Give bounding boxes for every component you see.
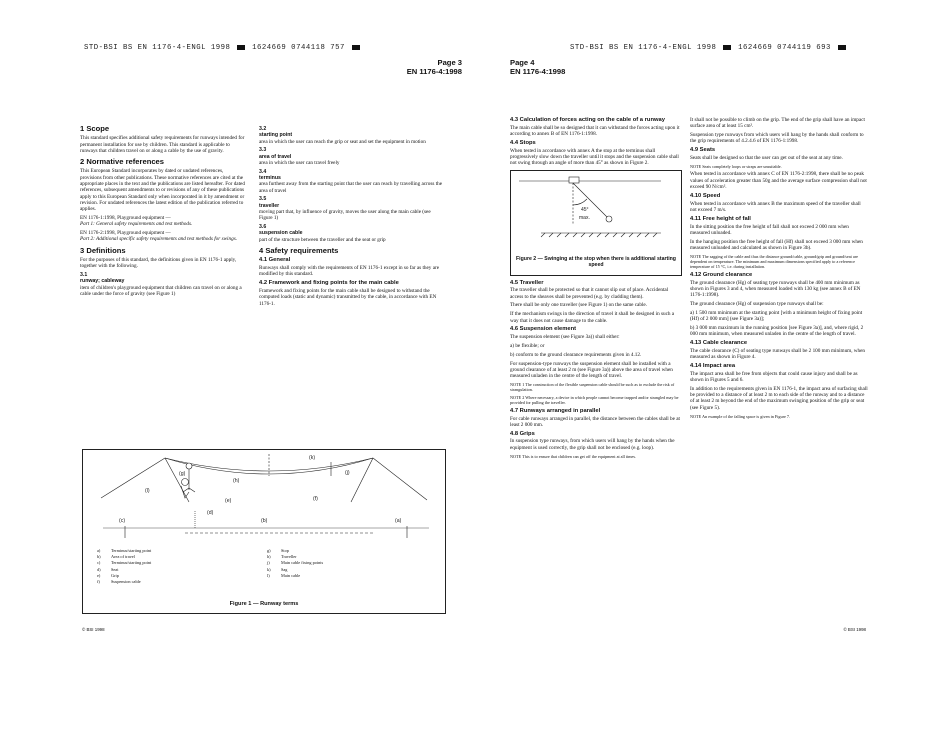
section-title: 4 Safety requirements [259, 246, 339, 256]
section-title: 2 Normative references [80, 157, 164, 167]
legend-value: Seat [111, 566, 119, 572]
paragraph: When tested in accordance with annex B the maximum speed of the traveller shall not exceed 7 m/s. [690, 200, 861, 213]
legend-key: h) [267, 554, 271, 560]
definition-text: area in which the user can reach the grip or seat and set the equipment in motion [259, 138, 426, 145]
list-item: a) be flexible; or [510, 342, 545, 349]
page-number: Page 3 [437, 58, 462, 67]
legend-item [267, 573, 323, 579]
right-frame-post [351, 458, 373, 502]
definition-term: terminus [259, 175, 281, 182]
suspension-cable [573, 183, 607, 217]
subsection-title: 4.6 Suspension element [510, 326, 577, 333]
stamp-bar [352, 45, 360, 50]
definition-text: area in which the user can travel freely [259, 159, 340, 166]
legend-value: Grip [111, 572, 119, 578]
reference-title: Part 1: General safety requirements and test methods. [80, 221, 193, 228]
paragraph: When tested in accordance with annex A the stop at the terminus shall progressively slow down the traveller until it stops and the suspension cable shall not swing through an angle of more than 45° as shown in Figure 2. [510, 147, 679, 167]
seat-icon [606, 216, 612, 222]
list-item: b) 3 000 mm maximum in the running position [see Figure 3a)], and, where rigid, 2 000 mm minimum, when measured unladen in the centre of the length of travel. [690, 324, 864, 338]
document-stamp [84, 44, 362, 52]
subsection-title: 4.10 Speed [690, 192, 721, 199]
page-header [510, 58, 565, 76]
left-frame-post [101, 458, 165, 498]
diagram-label: (g) [179, 471, 186, 477]
legend-key: e) [97, 572, 101, 578]
paragraph: Framework and fixing points for the main cable shall be designed to withstand the computed loads (static and dynamic) transmitted by the cable, in accordance with EN 1176-1. [259, 288, 437, 307]
stamp-bar [838, 45, 846, 50]
list-item: b) conform to the ground clearance requirements given in 4.12. [510, 351, 642, 358]
paragraph: Runways shall comply with the requirements of EN 1176-1 except in so far as they are modified by this standard. [259, 265, 440, 278]
diagram-label: (k) [309, 455, 316, 461]
definition-term: suspension cable [259, 230, 303, 237]
note: NOTE This is to ensure that children can get off the equipment at all times. [510, 453, 637, 459]
reference: EN 1176-2:1998, Playground equipment — [80, 230, 171, 237]
paragraph: This European Standard incorporates by dated or undated references, provisions from other publications. These normative references are cited at the appropriate places in the text and the publications are listed hereafter. For dated references, subsequent amendments to or revisions of any of these publications apply to this European Standard only when incorporated in it by amendment or revision. For undated references the latest edition of the publication referred to applies. [80, 168, 245, 213]
legend-value: Area of travel [111, 554, 135, 560]
paragraph: In the sitting position the free height of fall shall not exceed 2 000 mm when measured unloaded. [690, 223, 849, 236]
runway-diagram [83, 450, 445, 542]
note: NOTE 2 Where necessary, a device in which people cannot become trapped and/or strangled may be provided for pulling the traveller. [510, 394, 679, 406]
right-column-2 [690, 117, 868, 421]
note: NOTE An example of the falling space is given in Figure 7. [690, 413, 791, 419]
definition-text: moving part that, by influence of gravity, moves the user along the main cable (see Figure 1) [259, 209, 431, 222]
stamp-code: 1624669 0744118 757 [252, 44, 345, 52]
legend-key: a) [97, 548, 101, 553]
figure-2 [510, 170, 682, 276]
paragraph: The impact area shall be free from objects that could cause injury and shall be as shown in Figures 5 and 6. [690, 370, 858, 384]
definition-number: 3.6 [259, 224, 267, 231]
paragraph: The traveller shall be protected so that it cannot slip out of place. Accidental access to the sheaves shall be prevented (e.g. by cladding them). [510, 287, 669, 300]
copyright: © BSI 1998 [843, 627, 866, 632]
paragraph: In addition to the requirements given in EN 1176-1, the impact area of surfacing shall be provided to a distance of at least 2 m to each side of the runway and to a distance of at least 2 m beyond the end of the maximum swinging position of the grip or seat (see Figure 5). [690, 385, 868, 411]
subsection-title: 4.8 Grips [510, 430, 535, 437]
section-title: 3 Definitions [80, 245, 126, 255]
diagram-label: (j) [345, 470, 350, 476]
subsection-title: 4.9 Seats [690, 147, 716, 154]
right-column-1 [510, 117, 682, 461]
definition-text: area furthest away from the starting point that the user can reach by travelling across the area of travel [259, 181, 443, 194]
angle-arc [573, 199, 587, 205]
figure-1-legend-left [97, 548, 151, 585]
paragraph: For the purposes of this standard, the definitions given in EN 1176-1 apply, together with the following. [80, 257, 237, 270]
note: NOTE Seats completely loops or straps are unsuitable. [690, 163, 782, 169]
left-column-1 [80, 126, 246, 300]
subsection-title: 4.5 Traveller [510, 279, 544, 286]
legend-value: Main cable fixing points [281, 560, 324, 566]
diagram-label: (d) [207, 510, 214, 516]
subsection-title: 4.11 Free height of fall [690, 215, 751, 222]
left-frame-post [165, 458, 189, 502]
definition-term: runway; cableway [80, 278, 125, 285]
document-stamp [570, 44, 848, 52]
legend-value: Terminus/starting point [111, 560, 152, 566]
stamp-bar [237, 45, 245, 50]
figure-1-legend-right [267, 548, 323, 579]
note: NOTE 1 The construction of the flexible suspension cable should be such as to exclude the risk of strangulation. [510, 381, 675, 393]
legend-key: c) [97, 560, 101, 566]
paragraph: The ground clearance (Hg) of suspension type runways shall be: [690, 301, 824, 308]
subsection-title: 4.12 Ground clearance [690, 271, 753, 278]
paragraph: For suspension-type runways the suspension element shall be installed with a ground clearance of at least 2 m (see Figure 3a)) above the area of travel when measured unladen in the centre of the length of travel. [510, 360, 673, 380]
subsection-title: 4.3 Calculation of forces acting on the cable of a runway [510, 117, 665, 123]
legend-value: Main cable [281, 572, 301, 578]
legend-key: b) [97, 554, 101, 560]
legend-key: l) [267, 572, 270, 578]
definition-term: traveller [259, 202, 280, 209]
legend-value: Suspension cable [111, 579, 141, 585]
page-3 [0, 0, 470, 735]
paragraph: In the hanging position the free height of fall (Hf) shall not exceed 3 000 mm when measured unloaded and calculated as shown in Figure 3b). [690, 238, 863, 251]
diagram-label: (a) [395, 518, 402, 524]
stop-swing-diagram [511, 171, 681, 247]
diagram-label: (c) [119, 518, 126, 524]
paragraph: For cable runways arranged in parallel, the distance between the cables shall be at least 2 000 mm. [510, 415, 680, 428]
page-4 [480, 0, 950, 735]
stamp-bar [723, 45, 731, 50]
paragraph: In suspension type runways, from which users will hang by the hands when the equipment is used correctly, the grip shall not be enclosed (e.g. loop). [510, 438, 675, 451]
diagram-label: (f) [313, 496, 318, 502]
definition-number: 3.3 [259, 147, 267, 154]
paragraph: Seats shall be designed so that the user can get out of the seat at any time. [690, 154, 843, 161]
subsection-title: 4.2 Framework and fixing points for the main cable [259, 280, 399, 287]
angle-label: 45° [581, 206, 589, 213]
copyright: © BSI 1998 [82, 627, 105, 632]
paragraph: It shall not be possible to climb on the grip. The end of the grip shall have an impact surface area of at least 15 cm². [690, 117, 865, 130]
traveller-icon [186, 463, 192, 469]
paragraph: There shall be only one traveller (see Figure 1) on the same cable. [510, 302, 647, 309]
definition-number: 3.4 [259, 168, 267, 175]
definition-text: part of the structure between the traveller and the seat or grip [259, 236, 386, 243]
subsection-title: 4.13 Cable clearance [690, 340, 748, 347]
figure-1 [82, 449, 446, 614]
legend-value: Stop [281, 548, 289, 553]
reference-title: Part 2: Additional specific safety requirements and test methods for swings. [80, 236, 238, 243]
figure-caption: Figure 2 — Swinging at the stop when there is additional starting speed [516, 256, 676, 269]
traveller-icon [569, 177, 579, 183]
page-header [407, 58, 462, 76]
legend-value: Terminus/starting point [111, 548, 152, 553]
paragraph: The suspension element (see Figure 3a)) shall either: [510, 334, 620, 341]
definition-term: starting point [259, 132, 293, 139]
standard-id: EN 1176-4:1998 [406, 67, 462, 76]
paragraph: If the mechanism swings in the direction of travel it shall be designed in such a way that it does not cause damage to the cable. [510, 311, 675, 324]
section-title: 1 Scope [80, 124, 110, 133]
stamp-text: STD-BSI BS EN 1176-4-ENGL 1998 [570, 44, 717, 52]
paragraph: The main cable shall be so designed that it can withstand the forces acting upon it according to annex B of EN 1176-1:1998. [510, 124, 680, 138]
paragraph: Suspension type runways from which users will hang by the hands shall conform to the grip requirements of 4.2.4.6 of EN 1176-1:1998. [690, 132, 864, 145]
legend-value: Traveller [281, 554, 297, 560]
stamp-text: STD-BSI BS EN 1176-4-ENGL 1998 [84, 44, 231, 52]
note: NOTE The sagging of the cable and thus the distance ground/cable, ground/grip and ground/seat are dependent on temperature. The minimum and maximum dimensions specified apply to a reference temperature of 15 °C, i.e. during installation. [690, 253, 858, 270]
paragraph: When tested in accordance with annex C of EN 1176-2:1998, there shall be no peak values of acceleration greater than 50g and the average surface compression shall not exceed 90 N/cm². [690, 171, 867, 191]
right-frame-post [373, 458, 427, 500]
legend-value: Sag [281, 566, 288, 572]
legend-key: g) [267, 548, 271, 553]
definition-term: area of travel [259, 153, 292, 160]
legend-key: f) [97, 579, 100, 585]
figure-caption: Figure 1 — Runway terms [229, 601, 299, 607]
diagram-label: (e) [225, 498, 232, 504]
paragraph: The cable clearance (C) of seating type runways shall be 2 100 mm minimum, when measured as shown in Figure 4. [690, 347, 866, 361]
subsection-title: 4.14 Impact area [690, 362, 736, 369]
definition-number: 3.1 [80, 272, 88, 279]
ground-hatching [541, 233, 657, 237]
legend-key: d) [97, 566, 101, 572]
subsection-title: 4.1 General [259, 257, 291, 264]
legend-item [97, 579, 151, 585]
paragraph: This standard specifies additional safety requirements for runways intended for permanent installation for use by children. This standard is applicable to runways that children travel on or along a cable by the use of gravity. [80, 135, 245, 154]
stamp-code: 1624669 0744119 693 [738, 44, 831, 52]
legend-key: k) [267, 566, 271, 572]
standard-id: EN 1176-4:1998 [510, 67, 566, 76]
list-item: a) 1 500 mm minimum at the starting point [with a minimum height of fixing point (Hf) of 2 000 mm] (see Figure 3a)]; [690, 309, 863, 323]
angle-max-label: max. [579, 214, 590, 221]
reference: EN 1176-1:1998, Playground equipment — [80, 215, 171, 222]
definition-number: 3.2 [259, 126, 267, 132]
definition-number: 3.5 [259, 196, 267, 203]
paragraph: The ground clearance (Hg) of seating type runways shall be 400 mm minimum as shown in Figures 3 and 4, when measured loaded with 130 kg (see annex B of EN 1176-1:1998). [690, 279, 861, 299]
rider-body-icon [181, 486, 189, 498]
subsection-title: 4.4 Stops [510, 139, 536, 146]
left-column-2 [259, 126, 443, 309]
definition-text: item of children's playground equipment that children can travel on or along a cable under the force of gravity (see Figure 1) [80, 284, 242, 298]
legend-key: j) [267, 560, 270, 566]
diagram-label: (h) [233, 478, 240, 484]
diagram-label: (b) [261, 518, 268, 524]
rider-head-icon [182, 479, 189, 486]
subsection-title: 4.7 Runways arranged in parallel [510, 407, 601, 414]
diagram-label: (l) [145, 488, 150, 494]
page-number: Page 4 [510, 58, 535, 67]
